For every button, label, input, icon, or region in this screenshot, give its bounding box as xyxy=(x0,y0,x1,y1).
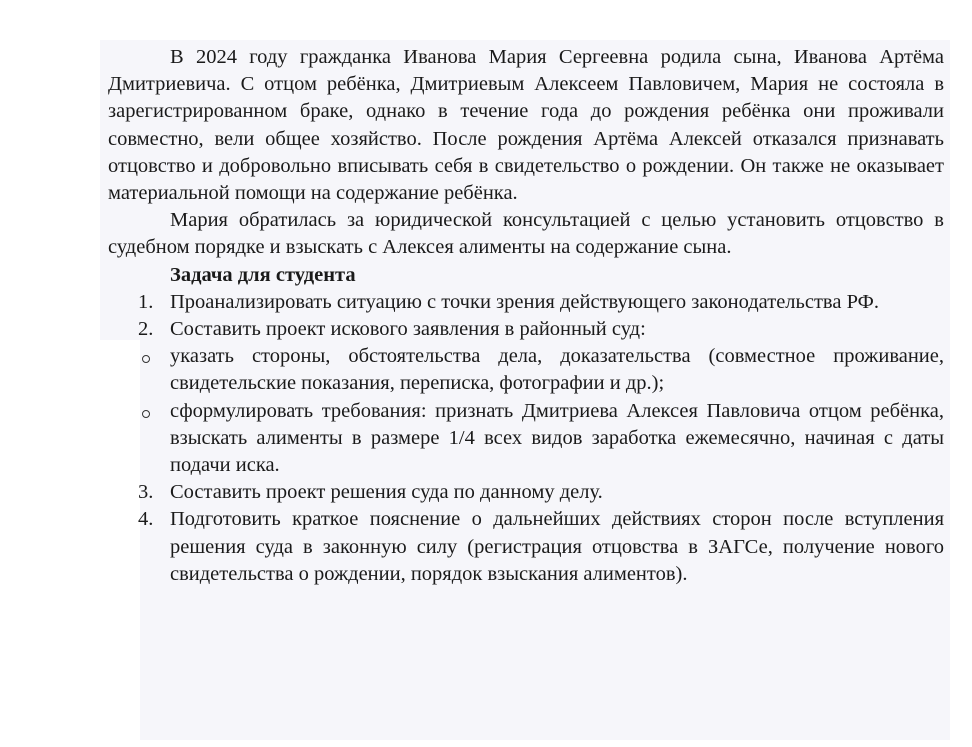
task-item xyxy=(108,289,944,316)
task-item xyxy=(108,506,944,588)
item-text: Проанализировать ситуацию с точки зрения действующего законодательства РФ. xyxy=(170,290,879,313)
item-number: 1. xyxy=(138,290,154,313)
item-text: Составить проект решения суда по данному делу. xyxy=(170,481,603,504)
item-text: Подготовить краткое пояснение о дальнейших действиях сторон после вступления решения суда в законную силу (регистрация отцовства в ЗАГСе, получение нового свидетельства о рождении, порядок взыскания алиментов). xyxy=(170,508,944,585)
task-subitem xyxy=(108,398,944,480)
item-text: сформулировать требования: признать Дмитриева Алексея Павловича отцом ребёнка, взыскать алименты в размере 1/4 всех видов заработка ежемесячно, начиная с даты подачи иска. xyxy=(170,399,944,477)
task-item xyxy=(108,316,944,343)
item-number: 3. xyxy=(138,481,154,504)
paragraph-situation: В 2024 году гражданка Иванова Мария Сергеевна родила сына, Иванова Артёма Дмитриевича. С отцом ребёнка, Дмитриевым Алексеем Павловичем, Мария не состояла в зарегистрированном браке, однако в течение года до рождения ребёнка они проживали совместно, вели общее хозяйство. После рождения Артёма Алексей отказался признавать отцовство и добровольно вписывать себя в свидетельство о рождении. Он также не оказывает материальной помощи на содержание ребёнка. xyxy=(108,46,944,205)
task-heading: Задача для студента xyxy=(170,263,356,286)
document-body xyxy=(108,44,944,588)
paragraph-request: Мария обратилась за юридической консультацией с целью установить отцовство в судебном порядке и взыскать с Алексея алименты на содержание сына. xyxy=(108,209,944,259)
item-number: 2. xyxy=(138,318,154,341)
item-number: 4. xyxy=(138,508,154,531)
task-subitem xyxy=(108,343,944,397)
task-item xyxy=(108,479,944,506)
item-text: Составить проект искового заявления в районный суд: xyxy=(170,318,646,341)
item-text: указать стороны, обстоятельства дела, доказательства (совместное проживание, свидетельские показания, переписка, фотографии и др.); xyxy=(170,345,944,395)
